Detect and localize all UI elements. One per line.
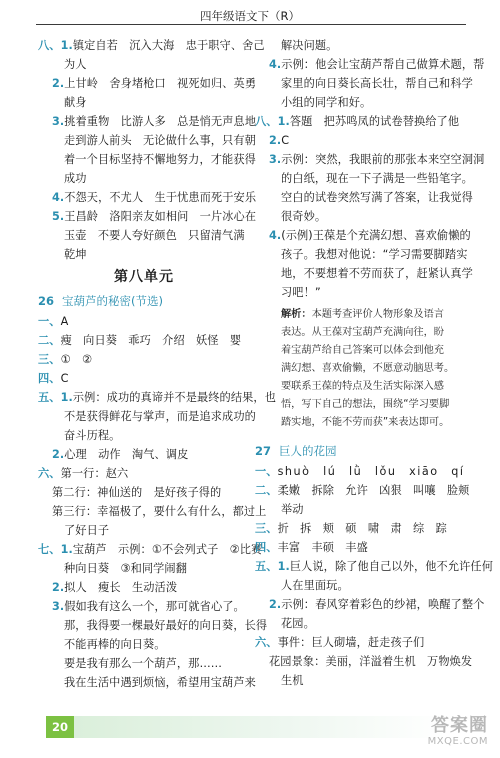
- question-number: 八、1.: [38, 39, 73, 52]
- question-number: 2.: [52, 448, 65, 461]
- answer-text: 成功: [64, 172, 87, 185]
- answer-line: [38, 635, 250, 654]
- answer-line: [38, 654, 250, 673]
- answer-text: 瘦 向日葵 乖巧 介绍 妖怪 婴: [60, 334, 242, 347]
- question-number: 八、1.: [255, 115, 290, 128]
- answer-text: 解决问题。: [281, 39, 338, 52]
- answer-line: [38, 188, 257, 207]
- question-number: 六、: [255, 636, 278, 649]
- footer-bar: [46, 716, 446, 738]
- answer-text: ① ②: [60, 353, 93, 366]
- answer-line: [255, 226, 471, 245]
- page-header: [0, 6, 500, 28]
- question-number: 五、1.: [38, 391, 73, 404]
- explanation-line: [255, 360, 467, 378]
- answer-line: [38, 559, 250, 578]
- answer-text: 走到游人前头 无论做什么事，只有朝: [64, 134, 256, 147]
- answer-line: [38, 112, 257, 131]
- answer-text: 乾坤: [64, 248, 87, 261]
- explanation-line: [255, 414, 467, 432]
- answer-text: 拟人 瘦长 生动活泼: [64, 581, 178, 594]
- answer-text: 家里的向日葵长高长壮，帮自己和科学: [281, 77, 473, 90]
- answer-text: 示例：他会让宝葫芦帮自己做算术题，帮: [281, 58, 485, 71]
- answer-line: [255, 481, 470, 500]
- answer-text: 举动: [281, 503, 304, 516]
- answer-line: [255, 652, 473, 671]
- answer-text: 种向日葵 ③和同学闹翻: [64, 562, 188, 575]
- answer-text: 示例：春风穿着彩色的纱裙，唤醒了整个: [281, 598, 485, 611]
- answer-text: 地，不要想着不劳而获了，赶紧认真学: [281, 267, 473, 280]
- question-number: 七、1.: [38, 543, 73, 556]
- answer-text: 柔嫩 拆除 允许 凶狠 叫嚷 脸颊: [277, 484, 470, 497]
- answer-line: [255, 671, 467, 690]
- answer-line: [255, 557, 493, 576]
- question-number: 4.: [269, 58, 282, 71]
- answer-line: [38, 350, 250, 369]
- page-number: 20: [46, 716, 74, 738]
- explanation-text: 本题考查评价人物形象及语言: [311, 309, 444, 320]
- question-number: 四、: [255, 541, 278, 554]
- answer-text: 第二行：神仙送的 是好孩子得的: [52, 486, 222, 499]
- answer-line: [255, 264, 473, 283]
- header-rule: [36, 24, 466, 25]
- answer-text: 空白的试卷突然写满了答案，让我觉得: [281, 191, 473, 204]
- answer-text: 答题 把苏鸣凤的试卷替换给了他: [289, 115, 460, 128]
- answer-line: [255, 633, 467, 652]
- lesson-title: 巨人的花园: [279, 444, 337, 458]
- right-column: [255, 36, 493, 690]
- answer-line: [255, 614, 467, 633]
- answer-text: 不能再棒的向日葵。: [64, 638, 166, 651]
- answer-text: A: [60, 315, 69, 328]
- explanation-text: 悟，写下自己的想法，围绕“学习要脚: [281, 399, 450, 410]
- answer-line: [38, 36, 265, 55]
- answer-line: [255, 500, 467, 519]
- answer-line: [255, 93, 467, 112]
- lesson-number: 26: [38, 294, 55, 308]
- answer-line: [38, 407, 256, 426]
- question-number: 二、: [38, 334, 61, 347]
- question-number: 5.: [52, 210, 65, 223]
- question-number: 3.: [269, 153, 282, 166]
- answer-text: 花园。: [281, 617, 315, 630]
- answer-text: 折 拆 颊 硕 啸 肃 综 踪: [277, 522, 447, 535]
- answer-text: 丰富 丰硕 丰盛: [277, 541, 368, 554]
- question-number: 3.: [52, 600, 65, 613]
- watermark-logo: [406, 716, 488, 752]
- question-number: 4.: [52, 191, 65, 204]
- answer-line: [38, 426, 250, 445]
- answer-line: [38, 521, 250, 540]
- answer-text: 要是我有那么一个葫芦，那……: [64, 657, 223, 670]
- answer-text: 上甘岭 舍身堵枪口 视死如归、英勇: [64, 77, 257, 90]
- answer-text: 心理 动作 淘气、调皮: [64, 448, 189, 461]
- unit-title: 第八单元: [114, 269, 174, 285]
- question-number: 2.: [52, 77, 65, 90]
- answer-line: [255, 169, 473, 188]
- explanation-line: [255, 396, 467, 414]
- answer-line: [255, 36, 467, 55]
- answer-line: [255, 112, 467, 131]
- answer-text: (示例)王葆是个充满幻想、喜欢偷懒的: [281, 229, 471, 242]
- answer-line: [38, 93, 250, 112]
- question-number: 2.: [269, 598, 282, 611]
- answer-text: 我在生活中遇到烦恼，希望用宝葫芦来: [64, 676, 256, 689]
- answer-text: 示例：成功的真谛并不是最终的结果，也: [72, 391, 276, 404]
- answer-line: [38, 673, 256, 692]
- answer-line: [38, 483, 250, 502]
- answer-text: 小组的同学和好。: [281, 96, 372, 109]
- lesson-27-heading: [255, 440, 467, 462]
- answer-text: 挑着重物 比游人多 总是悄无声息地: [64, 115, 257, 128]
- answer-text: 习吧！”: [281, 286, 321, 299]
- answer-text: 不是获得鲜花与掌声，而是追求成功的: [64, 410, 256, 423]
- answer-text: C: [281, 134, 290, 147]
- question-number: 3.: [52, 115, 65, 128]
- answer-line: [38, 597, 250, 616]
- answer-line: [255, 538, 467, 557]
- answer-line: [38, 445, 250, 464]
- answer-line: [255, 519, 467, 538]
- question-number: 二、: [255, 484, 278, 497]
- header-title: 四年级语文下（R）: [200, 9, 300, 23]
- answer-text: 示例：突然，我眼前的那张本来空空洞洞: [281, 153, 485, 166]
- explanation-block: [255, 306, 467, 432]
- answer-line: [38, 464, 250, 483]
- answer-text: 花园景象：美丽，洋溢着生机 万物焕发: [269, 655, 473, 668]
- answer-text: 假如我有这么一个，那可就省心了。: [64, 600, 245, 613]
- answer-line: [38, 150, 256, 169]
- answer-text: 生机: [281, 674, 304, 687]
- answer-line: [255, 131, 467, 150]
- answer-line: [38, 578, 250, 597]
- lesson-title: 宝葫芦的秘密(节选): [62, 294, 163, 308]
- answer-line: [38, 245, 250, 264]
- answer-line: [38, 369, 250, 388]
- answer-text: 王昌龄 洛阳亲友如相问 一片冰心在: [64, 210, 257, 223]
- question-number: 2.: [269, 134, 282, 147]
- answer-text: 很奇妙。: [281, 210, 327, 223]
- answer-line: [255, 245, 467, 264]
- answer-text: 奋斗历程。: [64, 429, 121, 442]
- watermark-bottom: MXQE.COM: [427, 736, 488, 747]
- explanation-line: [255, 342, 467, 360]
- question-number: 2.: [52, 581, 65, 594]
- answer-line: [38, 388, 276, 407]
- answer-text: 宝葫芦 示例：①不会列式子 ②比赛: [72, 543, 263, 556]
- answer-line: [38, 207, 257, 226]
- answer-text: shuò lú lǜ lǒu xiāo qí: [277, 465, 465, 478]
- answer-block-top: [38, 36, 265, 264]
- answer-text: 玉壶 不要人夸好颜色 只留清气满: [64, 229, 245, 242]
- answer-line: [38, 616, 268, 635]
- question-number: 一、: [255, 465, 278, 478]
- question-number: 五、1.: [255, 560, 290, 573]
- answer-text: 着一个目标坚持不懈地努力，才能获得: [64, 153, 256, 166]
- answer-text: 事件：巨人砌墙，赶走孩子们: [277, 636, 425, 649]
- lesson-26-heading: [38, 290, 250, 312]
- answer-line: [38, 312, 250, 331]
- explanation-text: 满幻想、喜欢偷懒，不愿意动脑思考。: [281, 363, 455, 374]
- answer-line: [38, 131, 256, 150]
- question-number: 六、: [38, 467, 61, 480]
- answer-line: [255, 595, 485, 614]
- answer-line: [38, 55, 250, 74]
- answer-line: [255, 150, 485, 169]
- answer-line: [38, 226, 250, 245]
- explanation-line: [255, 378, 467, 396]
- answer-line: [255, 188, 473, 207]
- answer-text: 镇定自若 沉入大海 忠于职守、舍己: [72, 39, 265, 52]
- answer-line: [255, 74, 473, 93]
- question-number: 4.: [269, 229, 282, 242]
- answer-line: [255, 462, 467, 481]
- explanation-text: 表达。从王葆对宝葫芦充满向往，盼: [281, 327, 444, 338]
- answer-text: C: [60, 372, 69, 385]
- answer-block-lesson27: [255, 462, 493, 690]
- answer-text: 不怨天，不尤人 生于忧患而死于安乐: [64, 191, 257, 204]
- explanation-line: [255, 324, 467, 342]
- question-number: 一、: [38, 315, 61, 328]
- explanation-text: 要联系王葆的特点及生活实际深入感: [281, 381, 444, 392]
- answer-text: 那，我得要一棵最好最好的向日葵，长得: [64, 619, 268, 632]
- answer-line: [38, 502, 267, 521]
- question-number: 三、: [255, 522, 278, 535]
- question-number: 三、: [38, 353, 61, 366]
- answer-line: [38, 331, 250, 350]
- answer-text: 人在里面玩。: [281, 579, 349, 592]
- answer-line: [255, 576, 467, 595]
- answer-text: 了好日子: [64, 524, 110, 537]
- explanation-text: 着宝葫芦给自己答案可以体会到他充: [281, 345, 444, 356]
- answer-line: [255, 207, 467, 226]
- answer-line: [255, 283, 467, 302]
- answer-text: 的白纸，现在一下子满是一些铅笔字。: [281, 172, 473, 185]
- answer-text: 巨人说，除了他自己以外，他不允许任何: [289, 560, 493, 573]
- answer-line: [38, 540, 263, 559]
- question-number: 四、: [38, 372, 61, 385]
- answer-line: [38, 169, 250, 188]
- answer-text: 为人: [64, 58, 87, 71]
- answer-text: 孩子。我想对他说：“学习需要脚踏实: [281, 248, 468, 261]
- answer-text: 第三行：幸福极了，要什么有什么，都过上: [52, 505, 267, 518]
- answer-line: [38, 74, 257, 93]
- answer-text: 第一行：赵六: [60, 467, 129, 480]
- explanation-label: 解析：: [281, 309, 312, 320]
- answer-block-continued: [255, 36, 485, 302]
- watermark-top: 答案圈: [431, 715, 488, 736]
- lesson-number: 27: [255, 444, 272, 458]
- answer-line: [255, 55, 485, 74]
- explanation-line: [255, 306, 467, 324]
- answer-text: 献身: [64, 96, 87, 109]
- explanation-text: 踏实地，不能不劳而获”来表达即可。: [281, 417, 450, 428]
